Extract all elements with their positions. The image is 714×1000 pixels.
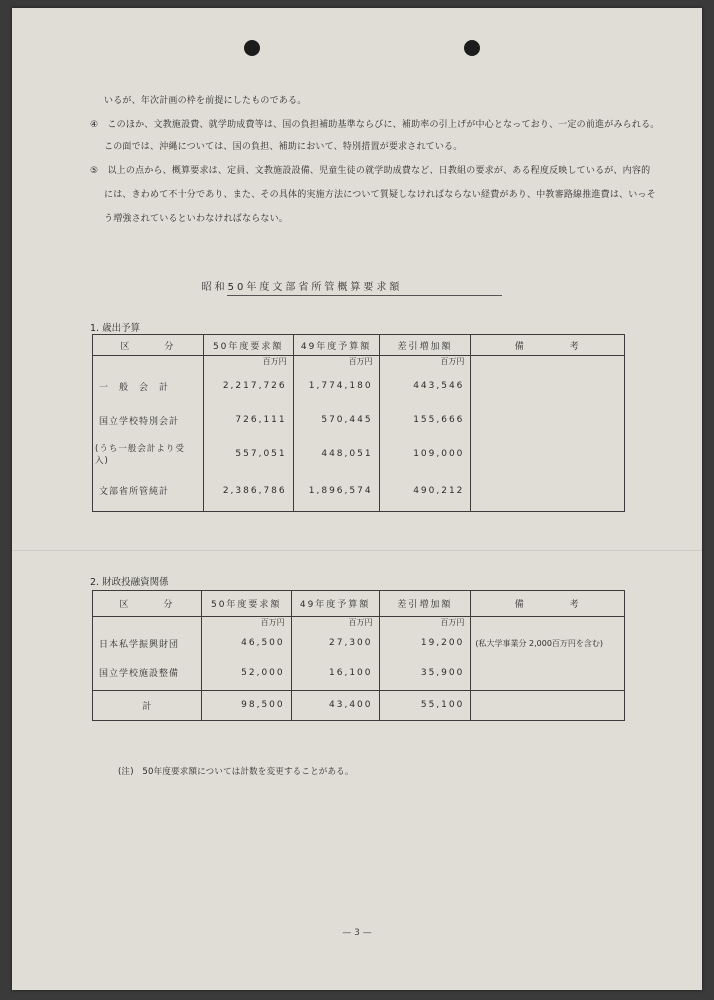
page-number: — 3 — [342, 928, 372, 938]
unit-label: 百万円 [293, 356, 379, 370]
punch-hole [244, 40, 260, 56]
row-label: 国立学校施設整備 [93, 656, 202, 690]
row-label: 日本私学振興財団 [93, 630, 202, 656]
paragraph-line: いるが、年次計画の枠を前提にしたものである。 [104, 96, 307, 106]
footnote: (注) 50年度要求額については計数を変更することがある。 [118, 767, 354, 777]
investment-table [92, 590, 625, 721]
table-header-row [93, 591, 625, 617]
column-header: 区 分 [93, 591, 202, 617]
cell-value: 1,774,180 [293, 369, 379, 403]
cell-value: 19,200 [379, 630, 471, 656]
column-header: 差引増加額 [379, 335, 471, 356]
table-row [93, 403, 625, 437]
punch-hole [464, 40, 480, 56]
table2-heading: 2. 財政投融資関係 [90, 577, 169, 588]
cell-value: 490,212 [379, 471, 471, 511]
cell-value: 726,111 [203, 403, 293, 437]
column-header: 50年度要求額 [203, 335, 293, 356]
title-underline [227, 295, 502, 296]
unit-label: 百万円 [203, 356, 293, 370]
table-row [93, 690, 625, 720]
cell-value: 570,445 [293, 403, 379, 437]
unit-label: 百万円 [379, 356, 471, 370]
unit-label: 百万円 [379, 617, 471, 631]
table-header-row [93, 335, 625, 356]
row-label: 一 般 会 計 [93, 369, 204, 403]
table-row [93, 656, 625, 690]
column-header: 差引増加額 [379, 591, 471, 617]
note-cell: (私大学事業分 2,000百万円を含む) [471, 630, 625, 656]
budget-table [92, 334, 625, 512]
table1-heading: 1. 歳出予算 [90, 323, 141, 334]
unit-row [93, 617, 625, 631]
table-row [93, 369, 625, 403]
cell-value: 2,386,786 [203, 471, 293, 511]
cell-value: 557,051 [203, 437, 293, 471]
paragraph-line: この面では、沖縄については、国の負担、補助において、特別措置が要求されている。 [104, 142, 463, 152]
cell-value: 2,217,726 [203, 369, 293, 403]
section-title: 昭和50年度文部省所管概算要求額 [201, 282, 403, 293]
cell-value: 443,546 [379, 369, 471, 403]
cell-value: 27,300 [291, 630, 379, 656]
column-header: 備 考 [471, 591, 625, 617]
unit-label: 百万円 [291, 617, 379, 631]
cell-value: 55,100 [379, 690, 471, 720]
row-label: (うち一般会計より受入) [93, 437, 204, 471]
row-label: 国立学校特別会計 [93, 403, 204, 437]
fold-line [12, 550, 702, 551]
column-header: 49年度予算額 [293, 335, 379, 356]
column-header: 区 分 [93, 335, 204, 356]
cell-value: 109,000 [379, 437, 471, 471]
cell-value: 43,400 [291, 690, 379, 720]
cell-value: 16,100 [291, 656, 379, 690]
paragraph-line: う増強されているといわなければならない。 [104, 214, 289, 224]
column-header: 49年度予算額 [291, 591, 379, 617]
cell-value: 52,000 [201, 656, 291, 690]
column-header: 50年度要求額 [201, 591, 291, 617]
row-label: 計 [93, 690, 202, 720]
table-row [93, 437, 625, 471]
paragraph-line: ⑤ 以上の点から、概算要求は、定員、文教施設設備、児童生徒の就学助成費など、日教組の要求が、ある程度反映しているが、内容的 [90, 166, 651, 176]
cell-value: 155,666 [379, 403, 471, 437]
cell-value: 35,900 [379, 656, 471, 690]
cell-value: 46,500 [201, 630, 291, 656]
paragraph-line: ④ このほか、文教施設費、就学助成費等は、国の負担補助基準ならびに、補助率の引上げが中心となっており、一定の前進がみられる。 [90, 120, 660, 130]
table-row [93, 471, 625, 511]
row-label: 文部省所管純計 [93, 471, 204, 511]
cell-value: 1,896,574 [293, 471, 379, 511]
document-page [12, 8, 702, 990]
paragraph-line: には、きわめて不十分であり、また、その具体的実施方法について質疑しなければならない経費があり、中教審路線推進費は、いっそ [104, 190, 656, 200]
unit-row [93, 356, 625, 370]
cell-value: 98,500 [201, 690, 291, 720]
column-header: 備 考 [471, 335, 625, 356]
unit-label: 百万円 [201, 617, 291, 631]
table-row [93, 630, 625, 656]
cell-value: 448,051 [293, 437, 379, 471]
